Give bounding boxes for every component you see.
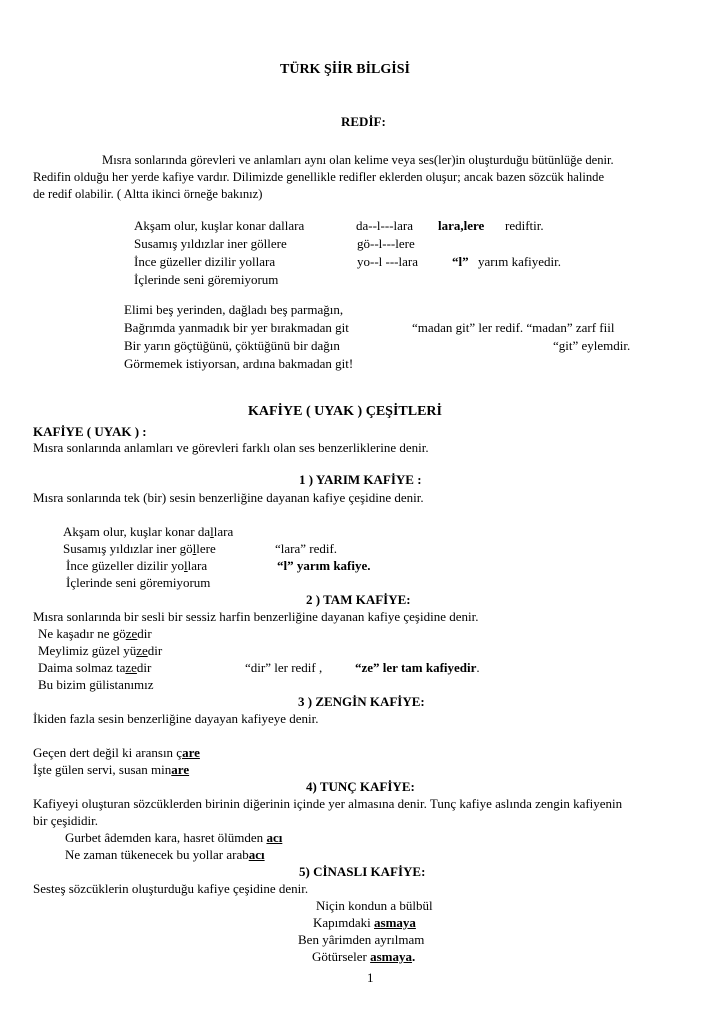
tam-desc: Mısra sonlarında bir sesli bir sessiz harfin benzerliğine dayanan kafiye çeşidine denir. bbox=[33, 609, 479, 624]
poem1-line: Akşam olur, kuşlar konar dallara bbox=[134, 218, 305, 233]
tam-note-bold: “ze” ler tam kafiyedir. bbox=[355, 660, 480, 675]
poem1-line: İçlerinde seni göremiyorum bbox=[134, 272, 279, 287]
redif-desc-1: Mısra sonlarında görevleri ve anlamları aynı olan kelime veya ses(ler)in oluşturduğu bütünlüğe denir. bbox=[102, 153, 614, 167]
yarim-desc: Mısra sonlarında tek (bir) sesin benzerliğine dayanan kafiye çeşidine denir. bbox=[33, 490, 424, 505]
poem2-line: Bağrımda yanmadık bir yer bırakmadan git bbox=[124, 320, 349, 335]
zengin-heading: 3 ) ZENGİN KAFİYE: bbox=[298, 694, 425, 709]
tam-line: Meylimiz güzel yüzedir bbox=[38, 643, 163, 658]
poem2-note: “git” eylemdir. bbox=[553, 338, 631, 353]
zengin-line: İşte gülen servi, susan minare bbox=[33, 762, 190, 777]
poem1-note-bold: “l” bbox=[452, 254, 469, 269]
poem1-line: Susamış yıldızlar iner göllere bbox=[134, 236, 287, 251]
tam-note: “dir” ler redif , bbox=[245, 660, 323, 675]
cinasli-heading: 5) CİNASLI KAFİYE: bbox=[299, 864, 426, 879]
yarim-line: Akşam olur, kuşlar konar dallara bbox=[63, 524, 234, 539]
redif-desc-2: Redifin olduğu her yerde kafiye vardır. Dilimizde genellikle redifler eklerden oluşur; ancak bazen sözcük halinde bbox=[33, 170, 605, 184]
tam-heading: 2 ) TAM KAFİYE: bbox=[306, 592, 411, 607]
tunc-line: Ne zaman tükenecek bu yollar arabacı bbox=[65, 847, 265, 862]
cinasli-line: Ben yârimden ayrılmam bbox=[298, 932, 425, 947]
poem2-line: Elimi beş yerinden, dağladı beş parmağın, bbox=[124, 302, 344, 317]
tunc-desc-2: bir çeşididir. bbox=[33, 813, 98, 828]
tunc-line: Gurbet âdemden kara, hasret ölümden acı bbox=[65, 830, 283, 845]
tunc-desc-1: Kafiyeyi oluşturan sözcüklerden birinin diğerinin içinde yer almasına denir. Tunç kafiye aslında zengin kafiyenin bbox=[33, 796, 623, 811]
poem1-note: yo--l ---lara bbox=[357, 254, 418, 269]
tam-line: Ne kaşadır ne gözedir bbox=[38, 626, 152, 641]
poem1-note-bold: lara,lere bbox=[438, 218, 485, 233]
poem1-line: İnce güzeller dizilir yollara bbox=[134, 254, 276, 269]
poem1-note: gö--l---lere bbox=[357, 236, 415, 251]
redif-desc-3: de redif olabilir. ( Altta ikinci örneğe bakınız) bbox=[33, 187, 263, 201]
poem2-line: Görmemek istiyorsan, ardına bakmadan git! bbox=[124, 356, 354, 371]
zengin-desc: İkiden fazla sesin benzerliğine dayayan kafiyeye denir. bbox=[33, 711, 319, 726]
cinasli-line: Kapımdaki asmaya bbox=[313, 915, 416, 930]
tam-line: Bu bizim gülistanımız bbox=[38, 677, 154, 692]
kafiye-label: KAFİYE ( UYAK ) : bbox=[33, 424, 147, 439]
poem1-note: da--l---lara bbox=[356, 218, 414, 233]
poem2-line: Bir yarın göçtüğünü, çöktüğünü bir dağın bbox=[124, 338, 340, 353]
poem2-note: “madan git” ler redif. “madan” zarf fiil bbox=[412, 320, 615, 335]
tunc-heading: 4) TUNÇ KAFİYE: bbox=[306, 779, 415, 794]
yarim-line: Susamış yıldızlar iner göllere bbox=[63, 541, 216, 556]
kafiye-desc: Mısra sonlarında anlamları ve görevleri farklı olan ses benzerliklerine denir. bbox=[33, 440, 429, 455]
cinasli-desc: Sesteş sözcüklerin oluşturduğu kafiye çeşidine denir. bbox=[33, 881, 309, 896]
zengin-line: Geçen dert değil ki aransın çare bbox=[33, 745, 200, 760]
yarim-heading: 1 ) YARIM KAFİYE : bbox=[299, 472, 422, 487]
kafiye-heading: KAFİYE ( UYAK ) ÇEŞİTLERİ bbox=[248, 404, 442, 419]
page-title: TÜRK ŞİİR BİLGİSİ bbox=[280, 62, 410, 77]
tam-line: Daima solmaz tazedir bbox=[38, 660, 152, 675]
poem1-note: rediftir. bbox=[505, 218, 544, 233]
poem1-note: yarım kafiyedir. bbox=[478, 254, 562, 269]
yarim-line: İnce güzeller dizilir yollara bbox=[66, 558, 208, 573]
page-number: 1 bbox=[367, 970, 374, 985]
yarim-note-bold: “l” yarım kafiye. bbox=[277, 558, 371, 573]
yarim-line: İçlerinde seni göremiyorum bbox=[66, 575, 211, 590]
redif-heading: REDİF: bbox=[341, 114, 386, 129]
cinasli-line: Götürseler asmaya. bbox=[312, 949, 416, 964]
cinasli-line: Niçin kondun a bülbül bbox=[316, 898, 433, 913]
yarim-note: “lara” redif. bbox=[275, 541, 338, 556]
